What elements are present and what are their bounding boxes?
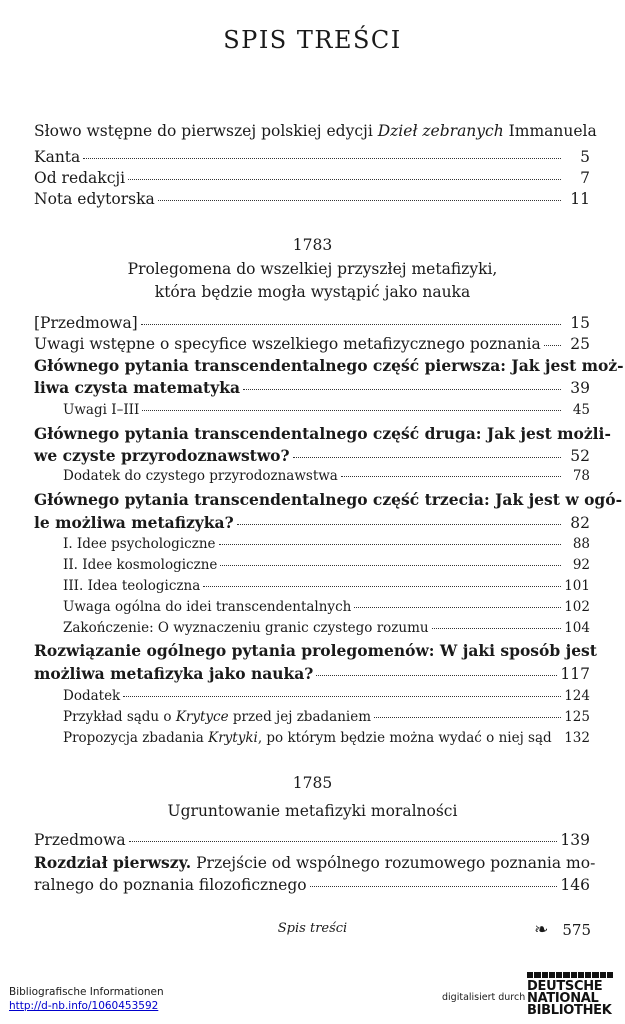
section-heading-prolegomena-2: która będzie mogła wystąpić jako nauka xyxy=(154,283,471,301)
toc-part1-line1: Głównego pytania transcendentalnego część pierwsza: Jak jest moż- xyxy=(34,356,624,375)
toc-entry-dodatek-przyrodoznawstwa[interactable]: Dodatek do czystego przyrodoznawstwa 78 xyxy=(63,468,590,484)
toc-solution-line1: Rozwiązanie ogólnego pytania prolegomenów: W jaki sposób jest xyxy=(34,641,597,660)
page-title: SPIS TREŚCI xyxy=(223,26,402,54)
page-footer-number xyxy=(534,920,591,940)
section-heading-prolegomena-1: Prolegomena do wszelkiej przyszłej metafizyki, xyxy=(127,260,498,278)
page-number: 575 xyxy=(562,921,591,939)
toc-entry-kanta[interactable]: Kanta 5 xyxy=(34,148,590,166)
section-heading-ugruntowanie: Ugruntowanie metafizyki moralności xyxy=(167,802,458,820)
toc-entry-part1[interactable]: liwa czysta matematyka 39 xyxy=(34,378,590,397)
dnb-logo-line2: NATIONAL xyxy=(527,991,599,1006)
year-1783: 1783 xyxy=(292,236,333,254)
biblio-link[interactable]: http://d-nb.info/1060453592 xyxy=(9,1000,159,1012)
bibliographic-info xyxy=(9,985,164,1013)
toc-entry-uwaga-ogolna[interactable]: Uwaga ogólna do idei transcendentalnych 102 xyxy=(63,599,590,615)
toc-part3-line1: Głównego pytania transcendentalnego część trzecia: Jak jest w ogó- xyxy=(34,490,623,509)
toc-entry-idea-teologiczna[interactable]: III. Idea teologiczna 101 xyxy=(63,578,590,594)
toc-entry-przyklad-sadu[interactable]: Przykład sądu o Krytyce przed jej zbadaniem 125 xyxy=(63,709,590,725)
digitized-by-label: digitalisiert durch xyxy=(442,992,526,1003)
year-1785: 1785 xyxy=(292,774,333,792)
intro-heading: Słowo wstępne do pierwszej polskiej edycji Dzieł zebranych Immanuela xyxy=(34,122,597,140)
toc-entry-rozdzial-pierwszy[interactable]: ralnego do poznania filozoficznego 146 xyxy=(34,876,590,894)
toc-entry-propozycja-zbadania[interactable]: Propozycja zbadania Krytyki, po którym będzie można wydać o niej sąd 132 xyxy=(63,730,590,746)
toc-part2-line1: Głównego pytania transcendentalnego część druga: Jak jest możli- xyxy=(34,424,611,443)
dnb-logo-line3: BIBLIOTHEK xyxy=(527,1003,612,1018)
toc-entry-nota-edytorska[interactable]: Nota edytorska 11 xyxy=(34,190,590,208)
dnb-logo-line1: DEUTSCHE xyxy=(527,979,603,994)
toc-entry-idee-psychologiczne[interactable]: I. Idee psychologiczne 88 xyxy=(63,536,590,552)
toc-entry-od-redakcji[interactable]: Od redakcji 7 xyxy=(34,169,590,187)
fleuron-icon: ❧ xyxy=(534,920,549,940)
toc-chapter1-line1: Rozdział pierwszy. Przejście od wspólnego rozumowego poznania mo- xyxy=(34,853,596,872)
toc-entry-uwagi-wstepne[interactable]: Uwagi wstępne o specyfice wszelkiego metafizycznego poznania 25 xyxy=(34,335,590,353)
biblio-label: Bibliografische Informationen xyxy=(9,986,164,998)
dnb-logo-bars-icon xyxy=(527,972,613,978)
toc-entry-idee-kosmologiczne[interactable]: II. Idee kosmologiczne 92 xyxy=(63,557,590,573)
toc-entry-przedmowa-1785[interactable]: Przedmowa 139 xyxy=(34,831,590,849)
toc-entry-uwagi-i-iii[interactable]: Uwagi I–III 45 xyxy=(63,402,590,418)
toc-entry-part3[interactable]: le możliwa metafizyka? 82 xyxy=(34,513,590,532)
toc-entry-part2[interactable]: we czyste przyrodoznawstwo? 52 xyxy=(34,446,590,465)
toc-entry-przedmowa[interactable]: [Przedmowa] 15 xyxy=(34,314,590,332)
dnb-logo xyxy=(527,972,613,1016)
toc-entry-rozwiazanie[interactable]: możliwa metafizyka jako nauka? 117 xyxy=(34,664,590,683)
running-title: Spis treści xyxy=(277,921,348,936)
toc-entry-zakonczenie[interactable]: Zakończenie: O wyznaczeniu granic czystego rozumu 104 xyxy=(63,620,590,636)
toc-entry-dodatek[interactable]: Dodatek 124 xyxy=(63,688,590,704)
